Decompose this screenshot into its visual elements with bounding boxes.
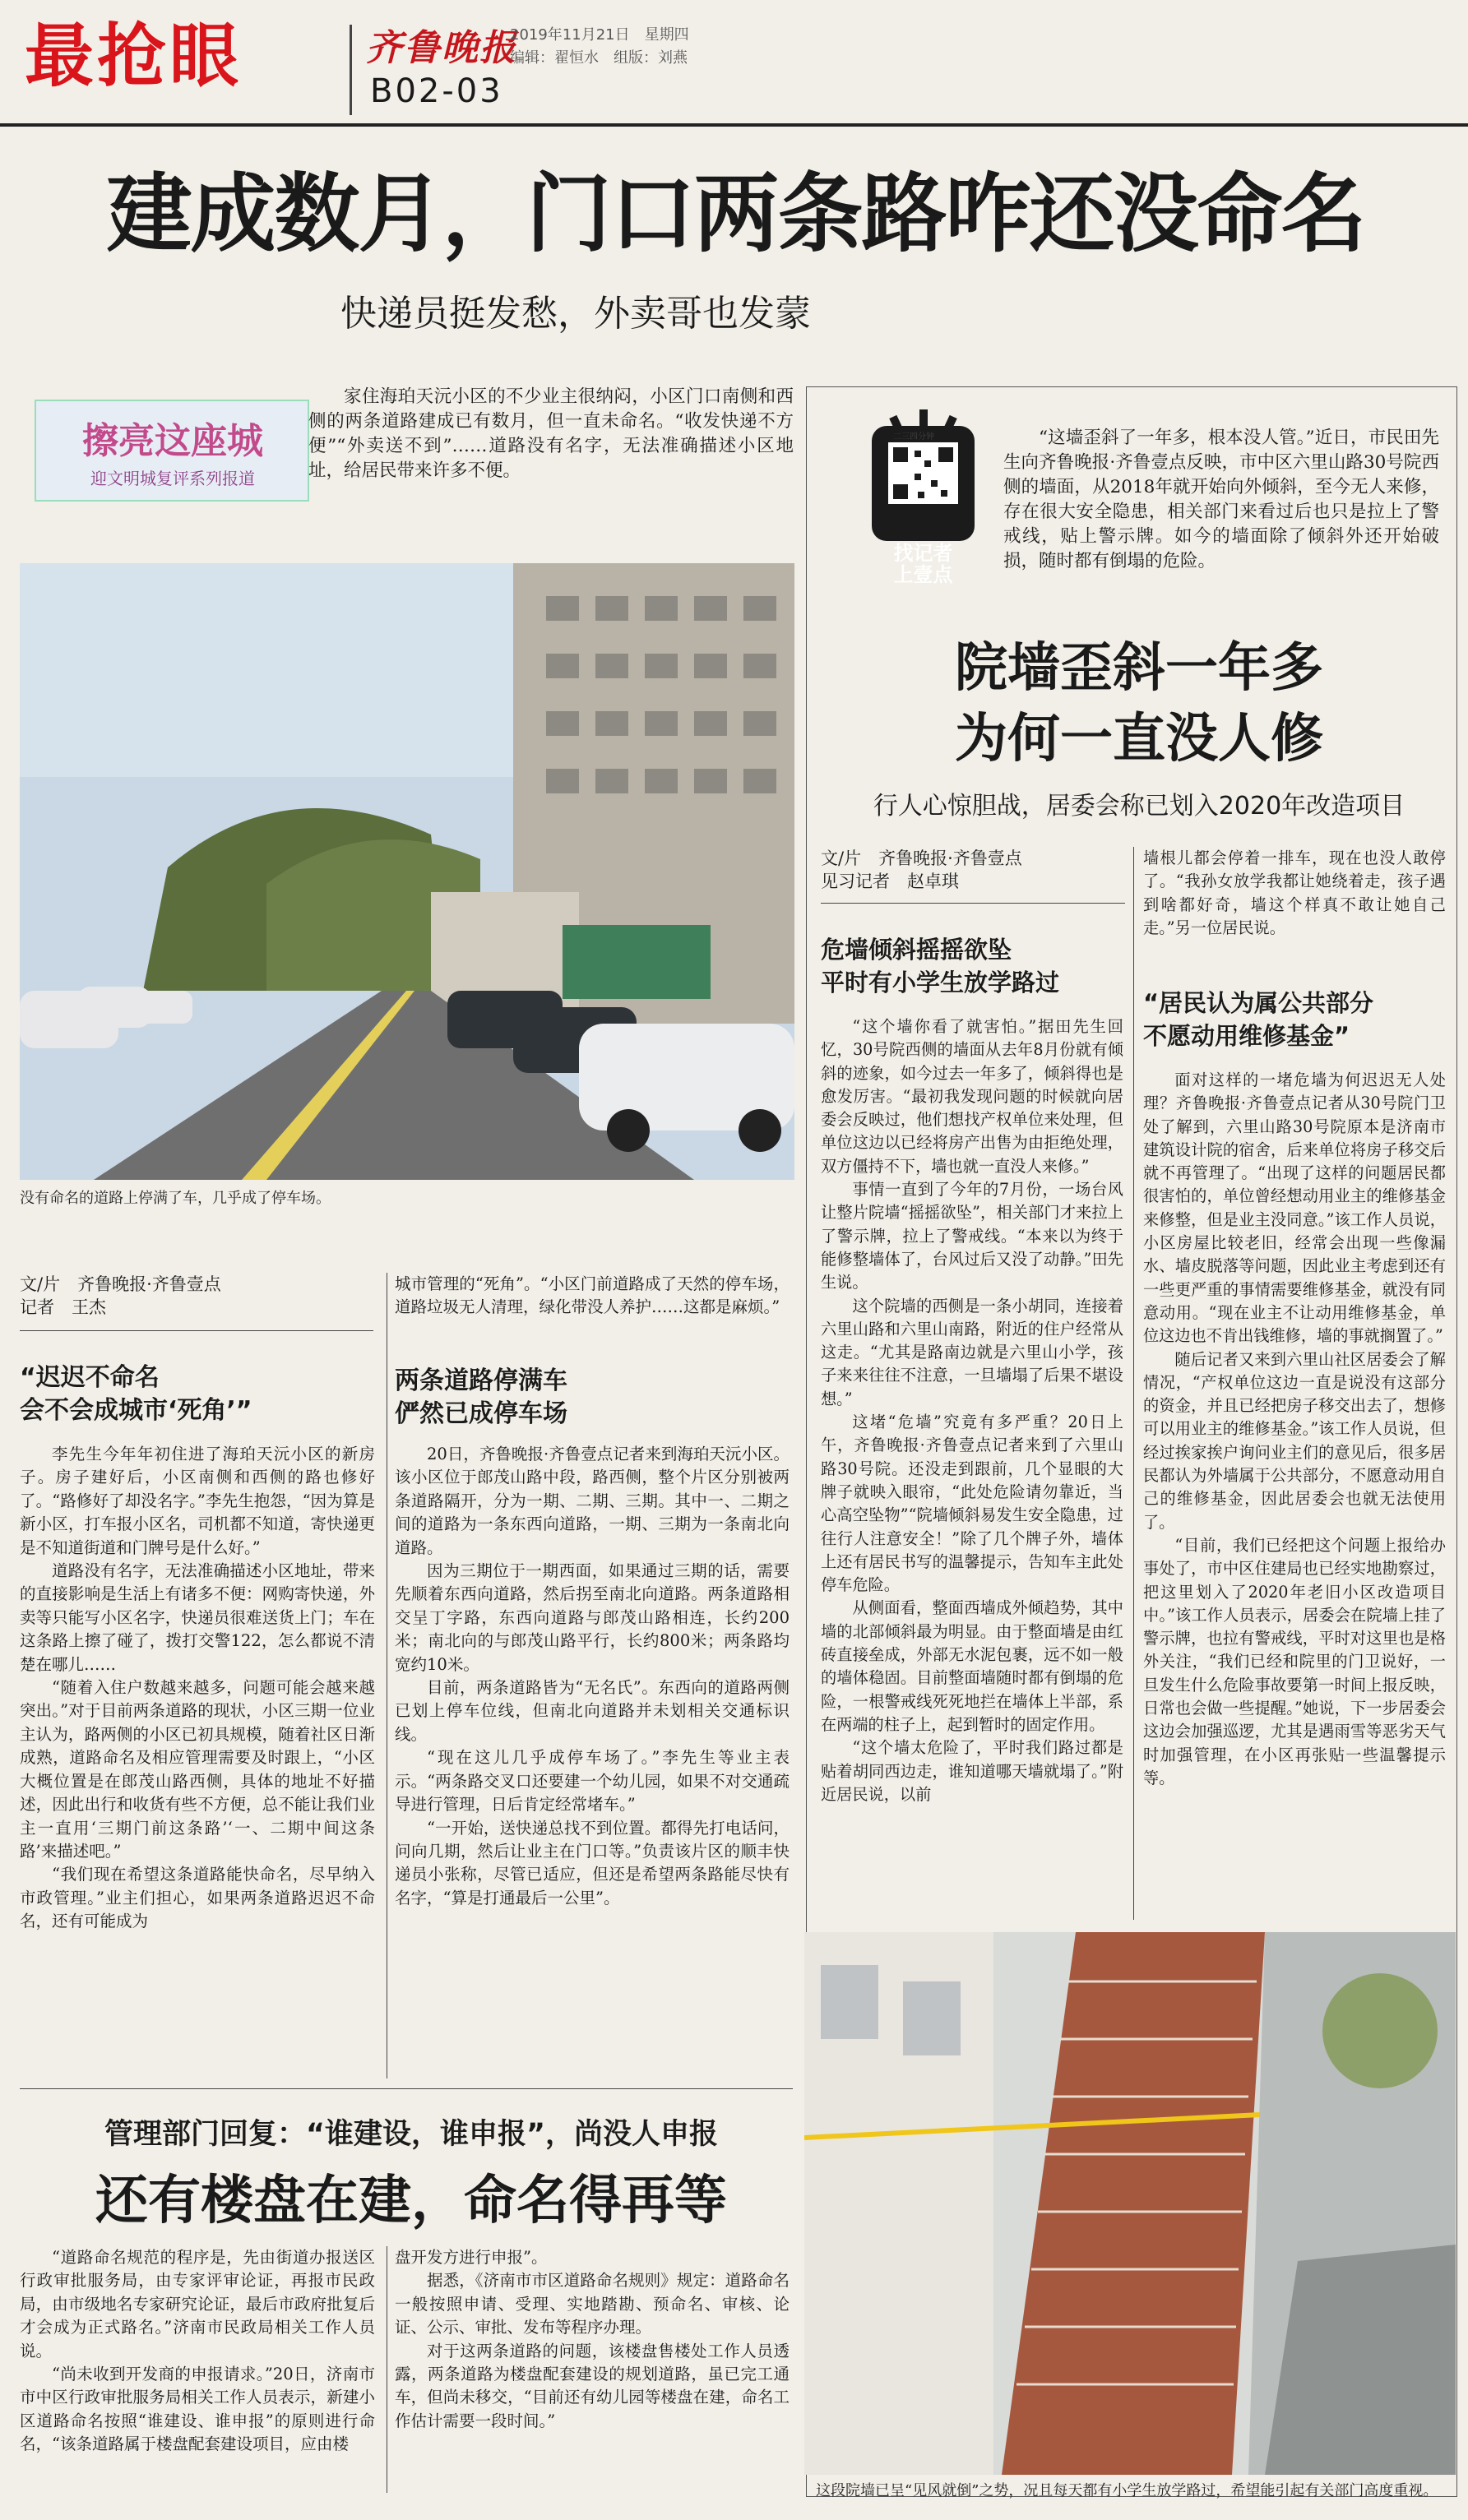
subhead-line: 两条道路停满车: [395, 1366, 567, 1395]
byline-rule: [20, 1330, 373, 1331]
right-col-2-top: [1143, 847, 1446, 940]
editor-credits: 编辑：翟恒水 组版：刘燕: [510, 49, 688, 67]
paragraph: 这个院墙的西侧是一条小胡同，连接着六里山路和六里山南路，附近的住户经常从这走。“尤其是路南边就是六里山小学，孩子来来往往不注意，一旦墙塌了后果不堪设想。”: [821, 1296, 1123, 1408]
main-subheadline: 快递员挺发愁，外卖哥也发蒙: [340, 293, 811, 335]
photo1-caption: 没有命名的道路上停满了车，几乎成了停车场。: [20, 1190, 331, 1207]
paragraph: “道路命名规范的程序是，先由街道办报送区行政审批服务局，由专家评审论证，再报市民政局，由市级地名专家研究论证，最后市政府批复后才会成为正式路名。”济南市民政局相关工作人员说。: [20, 2248, 375, 2360]
paragraph: 城市管理的“死角”。“小区门前道路成了天然的停车场，道路垃圾无人清理，绿化带没人养护……这都是麻烦。”: [395, 1274, 790, 1317]
right-col-2: [1143, 1069, 1446, 1790]
paragraph: 20日，齐鲁晚报·齐鲁壹点记者来到海珀天沅小区。该小区位于郎茂山路中段，路西侧，整个片区分别被两条道路隔开，分为一期、二期、三期。其中一、二期之间的道路为一条东西向道路，一期、三期为一条南北向道路。: [395, 1445, 790, 1557]
section-title: 最抢眼: [25, 16, 243, 96]
street-parking-photo: [20, 563, 794, 1180]
qr-top-text: 二三四分钟: [893, 432, 934, 442]
left-subhead-1: [20, 1362, 373, 1427]
section-rule: [20, 2088, 793, 2089]
paragraph: “这个墙你看了就害怕。”据田先生回忆，30号院西侧的墙面从去年8月份就有倾斜的迹象，如今过去一年多了，倾斜得也是愈发厉害。“最初我发现问题的时候就向居委会反映过，他们想找产权单位来处理，但单位这边以已经将房产出售为由拒绝处理，双方僵持不下，墙也就一直没人来修。”: [821, 1017, 1123, 1176]
main-headline: 建成数月，门口两条路咋还没命名: [106, 164, 1365, 264]
lead-paragraph: 家住海珀天沅小区的不少业主很纳闷，小区门口南侧和西侧的两条道路建成已有数月，但一直未命名。“收发快递不方便”“外卖送不到”……道路没有名字，无法准确描述小区地址，给居民带来许多不便。: [308, 386, 794, 481]
bottom-headline: 还有楼盘在建，命名得再等: [95, 2171, 727, 2231]
photo2-caption: 这段院墙已呈“见风就倒”之势，况且每天都有小学生放学路过，希望能引起有关部门高度重视。: [816, 2482, 1438, 2499]
left-col-1: [20, 1443, 375, 1934]
left-col-2-top: [395, 1273, 790, 1320]
subhead-line: 俨然已成停车场: [395, 1399, 567, 1428]
leaning-wall-photo: [804, 1932, 1456, 2475]
paragraph: 据悉，《济南市市区道路命名规则》规定：道路命名一般按照申请、受理、实地踏勘、预命名、审核、论证、公示、审批、发布等程序办理。: [395, 2271, 790, 2337]
right-byline-2: 见习记者 赵卓琪: [821, 872, 959, 891]
right-subheadline: 行人心惊胆战，居委会称已划入2020年改造项目: [873, 792, 1405, 821]
subhead-line: 不愿动用维修基金”: [1143, 1022, 1350, 1050]
paragraph: 从侧面看，整面西墙成外倾趋势，其中墙的北部倾斜最为明显。由于整面墙是由红砖直接垒成，外部无水泥包裹，远不如一般的墙体稳固。目前整面墙随时都有倒塌的危险，一根警戒线死死地拦在墙体上半部，系在两端的柱子上，起到暂时的固定作用。: [821, 1598, 1123, 1734]
subhead-line: 平时有小学生放学路过: [821, 969, 1060, 996]
paragraph: 因为三期位于一期西面，如果通过三期的话，需要先顺着东西向道路，然后拐至南北向道路。两条道路相交呈丁字路，东西向道路与郎茂山路相连，长约200米；南北向的与郎茂山路平行，长约800米；两条路均宽约10米。: [395, 1561, 790, 1674]
paragraph: 面对这样的一堵危墙为何迟迟无人处理？齐鲁晚报·齐鲁壹点记者从30号院门卫处了解到，六里山路30号院原本是济南市建筑设计院的宿舍，后来单位将房子移交后就不再管理了。“出现了这样的问题居民都很害怕的，单位曾经想动用业主的维修基金来修整，但是业主没同意。”该工作人员说，小区房屋比较老旧，经常会出现一些像漏水、墙皮脱落等问题，因此业主考虑到还有一些更严重的事情需要维修基金，就没有同意动用。“现在业主不让动用维修基金，单位这边也不肯出钱维修，墙的事就搁置了。”: [1143, 1070, 1446, 1346]
wall-photo-illustration: [804, 1932, 1456, 2475]
paragraph: 道路没有名字，无法准确描述小区地址，带来的直接影响是生活上有诸多不便：网购寄快递，外卖等只能写小区名字，快递员很难送货上门；车在这条路上擦了碰了，拨打交警122，怎么都说不清楚在哪儿……: [20, 1561, 375, 1674]
headline-line: 院墙歪斜一年多: [955, 638, 1323, 699]
byline-rule: [821, 903, 1125, 904]
paragraph: 盘开发方进行申报”。: [395, 2248, 548, 2267]
paragraph: 墙根儿都会停着一排车，现在也没人敢停了。“我孙女放学我都让她绕着走，孩子遇到啥都好奇，墙这个样真不敢让她自己走。”另一位居民说。: [1143, 848, 1446, 937]
paragraph: 随后记者又来到六里山社区居委会了解情况，“产权单位这边一直是说没有这部分的资金，并且已经把房子移交出去了，想修可以用业主的维修基金。”该工作人员说，但经过挨家挨户询问业主们的意见后，很多居民都认为外墙属于公共部分，不愿意动用自己的维修基金，因此居委会也就无法使用了。: [1143, 1349, 1446, 1532]
paragraph: “随着入住户数越来越多，问题可能会越来越突出。”对于目前两条道路的现状，小区三期一位业主认为，路两侧的小区已初具规模，随着社区日渐成熟，道路命名及相应管理需要及时跟上，“小区大概位置是在郎茂山路西侧，具体的地址不好描述，因此出行和收货有些不方便，总不能让我们业主一直用‘三期门前这条路’‘一、二期中间这条路’来描述吧。”: [20, 1678, 375, 1861]
street-photo-illustration: [20, 563, 794, 1180]
paragraph: “这个墙太危险了，平时我们路过都是贴着胡同西边走，谁知道哪天墙就塌了。”附近居民说，以前: [821, 1738, 1123, 1804]
left-col-2: [395, 1443, 790, 1910]
paragraph: “尚未收到开发商的申报请求。”20日，济南市市中区行政审批服务局相关工作人员表示，新建小区道路命名按照“谁建设、谁申报”的原则进行命名，“该条道路属于楼盘配套建设项目，应由楼: [20, 2365, 375, 2454]
right-subhead-2: [1143, 987, 1447, 1052]
right-lead-paragraph: “这墙歪斜了一年多，根本没人管。”近日，市民田先生向齐鲁晚报·齐鲁壹点反映，市中区六里山路30号院西侧的墙面，从2018年就开始向外倾斜，至今无人来修，存在很大安全隐患，相关部门来看过后也只是拉上了警戒线，贴上警示牌。如今的墙面除了倾斜外还开始破损，随时都有倒塌的危险。: [1003, 428, 1439, 571]
paragraph: 目前，两条道路皆为“无名氏”。东西向的道路两侧已划上停车位线，但南北向道路并未划相关交通标识线。: [395, 1678, 790, 1744]
paragraph: “我们现在希望这条道路能快命名，尽早纳入市政管理。”业主们担心，如果两条道路迟迟不命名，还有可能成为: [20, 1865, 375, 1931]
paragraph: 对于这两条道路的问题，该楼盘售楼处工作人员透露，两条道路为楼盘配套建设的规划道路，虽已完工通车，但尚未移交，“目前还有幼儿园等楼盘在建，命名工作估计需要一段时间。”: [395, 2341, 790, 2430]
masthead-rule: [0, 123, 1468, 127]
headline-line: 为何一直没人修: [955, 709, 1323, 770]
page-number: B02-03: [370, 72, 503, 110]
publication-date: 2019年11月21日 星期四: [510, 26, 689, 44]
left-subhead-2: [395, 1365, 781, 1431]
left-byline-2: 记者 王杰: [20, 1297, 106, 1317]
right-subhead-1: [821, 933, 1125, 999]
paragraph: “一开始，送快递总找不到位置。都得先打电话问，问向几期，然后让业主在门口等。”负责该片区的顺丰快递员小张称，尽管已适应，但还是希望两条路能尽快有名字，“算是打通最后一公里”。: [395, 1818, 790, 1907]
paragraph: 李先生今年年初住进了海珀天沅小区的新房子。房子建好后，小区南侧和西侧的路也修好了。“路修好了却没名字。”李先生抱怨，“因为算是新小区，打车报小区名，司机都不知道，寄快递更是不知道街道和门牌号是什么好。”: [20, 1445, 375, 1557]
left-byline-1: 文/片 齐鲁晚报·齐鲁壹点: [20, 1274, 221, 1294]
series-subtitle: 迎文明城复评系列报道: [90, 469, 255, 488]
series-title: 擦亮这座城: [82, 420, 263, 462]
paragraph: 事情一直到了今年的7月份，一场台风让整片院墙“摇摇欲坠”，相关部门才来拉上了警示牌，拉上了警戒线。“本来以为终于能修整墙体了，台风过后又没了动静。”田先生说。: [821, 1180, 1123, 1292]
masthead-divider: [350, 25, 352, 115]
right-headline: [822, 633, 1456, 774]
qr-label-line: 找记者: [893, 542, 953, 565]
qr-label-line: 上壹点: [893, 563, 953, 586]
subhead-line: 危墙倾斜摇摇欲坠: [821, 936, 1012, 964]
paragraph: “目前，我们已经把这个问题上报给办事处了，市中区住建局也已经实地勘察过，把这里划入了2020年老旧小区改造项目中。”该工作人员表示，居委会在院墙上挂了警示牌，也拉有警戒线，平时对这里也是格外关注，“我们已经和院里的门卫说好，一旦发生什么危险事故要第一时间上报反映，日常也会做一些提醒。”她说，下一步居委会这边会加强巡逻，尤其是遇雨雪等恶劣天气时加强管理，在小区再张贴一些温馨提示等。: [1143, 1535, 1446, 1787]
right-col-1: [821, 1015, 1123, 1806]
subhead-line: “居民认为属公共部分: [1143, 989, 1374, 1017]
column-divider: [1133, 847, 1134, 1920]
newspaper-logo: 齐鲁晚报: [366, 27, 517, 69]
bottom-col-1: [20, 2246, 375, 2457]
bottom-col-2: [395, 2246, 790, 2433]
paragraph: 这堵“危墙”究竟有多严重？20日上午，齐鲁晚报·齐鲁壹点记者来到了六里山路30号院。还没走到跟前，几个显眼的大牌子就映入眼帘，“此处危险请勿靠近，当心高空坠物”“院墙倾斜易发生安全隐患，过往行人注意安全！”除了几个牌子外，墙体上还有居民书写的温馨提示，告知车主此处停车危险。: [821, 1413, 1123, 1595]
subhead-line: “迟迟不命名: [20, 1363, 160, 1392]
right-byline-1: 文/片 齐鲁晚报·齐鲁壹点: [821, 848, 1022, 868]
paragraph: “现在这儿几乎成停车场了。”李先生等业主表示。“两条路交叉口还要建一个幼儿园，如果不对交通疏导进行管理，日后肯定经常堵车。”: [395, 1748, 790, 1815]
bottom-kicker: 管理部门回复：“谁建设，谁申报”，尚没人申报: [104, 2118, 718, 2151]
qr-label: [872, 543, 975, 585]
subhead-line: 会不会成城市‘死角’”: [20, 1396, 252, 1425]
